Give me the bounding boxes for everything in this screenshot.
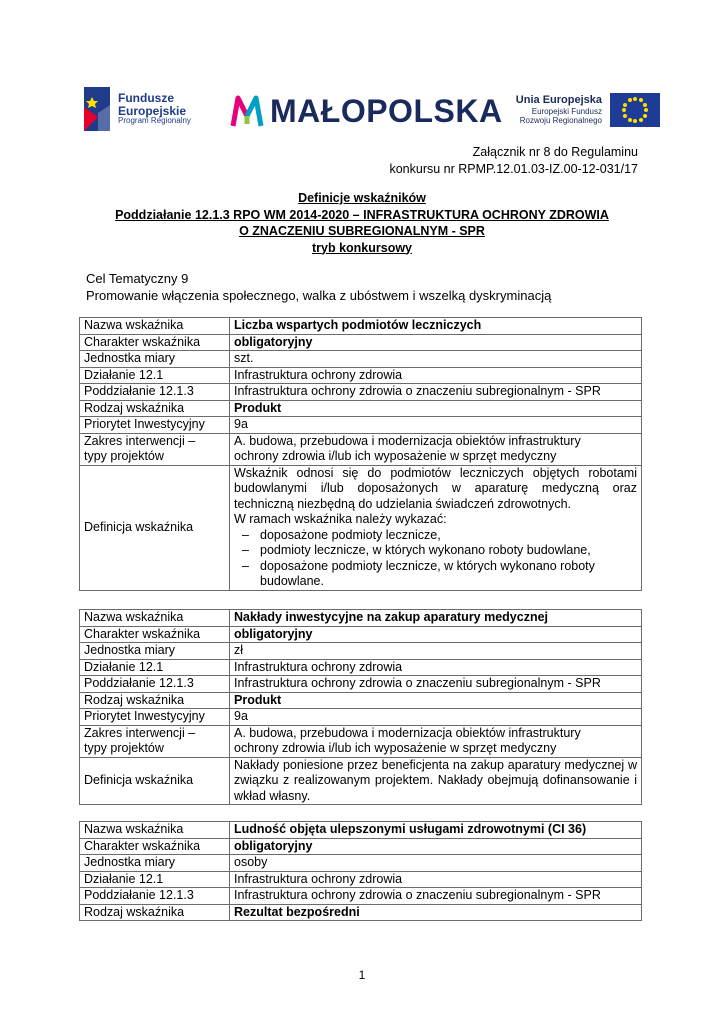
label-jednostka: Jednostka miary bbox=[80, 351, 230, 368]
label-zakres-line2: typy projektów bbox=[84, 449, 164, 463]
eu-line2: Europejski Fundusz bbox=[531, 107, 602, 117]
eu-star-icon bbox=[633, 97, 637, 101]
definicja-intro: W ramach wskaźnika należy wykazać: bbox=[234, 512, 447, 526]
value-priorytet: 9a bbox=[230, 417, 642, 434]
table-row bbox=[80, 822, 642, 839]
value-rodzaj: Produkt bbox=[230, 400, 642, 417]
value-nazwa: Liczba wspartych podmiotów leczniczych bbox=[230, 318, 642, 335]
table-row bbox=[80, 318, 642, 335]
value-rodzaj: Rezultat bezpośredni bbox=[230, 904, 642, 921]
value-zakres-line2: ochrony zdrowia i/lub ich wyposażenie w sprzęt medyczny bbox=[234, 449, 557, 463]
eu-line3: Rozwoju Regionalnego bbox=[519, 116, 602, 126]
value-jednostka: szt. bbox=[230, 351, 642, 368]
table-row bbox=[80, 334, 642, 351]
table-row bbox=[80, 709, 642, 726]
list-item: – doposażone podmioty lecznicze, w których wykonano roboty budowlane. bbox=[242, 559, 637, 590]
table-row bbox=[80, 433, 642, 465]
malopolska-text: MAŁOPOLSKA bbox=[270, 92, 503, 129]
eu-line1: Unia Europejska bbox=[515, 94, 602, 107]
table-row bbox=[80, 417, 642, 434]
value-zakres-line2: ochrony zdrowia i/lub ich wyposażenie w sprzęt medyczny bbox=[234, 741, 557, 755]
attachment-line1: Załącznik nr 8 do Regulaminu bbox=[472, 145, 638, 159]
fe-flag-icon bbox=[84, 87, 110, 131]
label-poddzialanie: Poddziałanie 12.1.3 bbox=[80, 676, 230, 693]
table-row bbox=[80, 465, 642, 590]
label-nazwa: Nazwa wskaźnika bbox=[80, 822, 230, 839]
table-row bbox=[80, 400, 642, 417]
document-title bbox=[84, 190, 640, 256]
table-row bbox=[80, 757, 642, 805]
eu-star-icon bbox=[644, 108, 648, 112]
label-zakres-line2: typy projektów bbox=[84, 741, 164, 755]
value-charakter: obligatoryjny bbox=[230, 838, 642, 855]
table-row bbox=[80, 626, 642, 643]
table-row bbox=[80, 659, 642, 676]
table-row bbox=[80, 384, 642, 401]
eu-star-icon bbox=[628, 118, 632, 122]
value-definicja bbox=[230, 465, 642, 590]
value-nazwa: Nakłady inwestycyjne na zakup aparatury medycznej bbox=[230, 610, 642, 627]
value-dzialanie: Infrastruktura ochrony zdrowia bbox=[230, 871, 642, 888]
indicator-table-3 bbox=[79, 821, 642, 921]
indicator-table-1 bbox=[79, 317, 642, 591]
eu-star-icon bbox=[633, 119, 637, 123]
label-definicja: Definicja wskaźnika bbox=[80, 757, 230, 805]
eu-logo bbox=[516, 90, 660, 130]
value-zakres bbox=[230, 725, 642, 757]
label-poddzialanie: Poddziałanie 12.1.3 bbox=[80, 384, 230, 401]
title-line4: tryb konkursowy bbox=[311, 240, 413, 255]
table-row bbox=[80, 367, 642, 384]
goal-line1: Cel Tematyczny 9 bbox=[86, 271, 189, 286]
eu-star-icon bbox=[623, 114, 627, 118]
label-rodzaj: Rodzaj wskaźnika bbox=[80, 400, 230, 417]
value-jednostka: osoby bbox=[230, 855, 642, 872]
label-priorytet: Priorytet Inwestycyjny bbox=[80, 417, 230, 434]
title-line2: Poddziałanie 12.1.3 RPO WM 2014-2020 – INFRASTRUKTURA OCHRONY ZDROWIA bbox=[115, 207, 609, 222]
value-rodzaj: Produkt bbox=[230, 692, 642, 709]
table-row bbox=[80, 351, 642, 368]
label-zakres-line1: Zakres interwencji – bbox=[84, 725, 196, 740]
label-rodzaj: Rodzaj wskaźnika bbox=[80, 904, 230, 921]
value-dzialanie: Infrastruktura ochrony zdrowia bbox=[230, 659, 642, 676]
table-row bbox=[80, 725, 642, 757]
eu-star-icon bbox=[643, 114, 647, 118]
eu-star-icon bbox=[639, 118, 643, 122]
eu-star-icon bbox=[623, 103, 627, 107]
eu-star-icon bbox=[643, 103, 647, 107]
label-charakter: Charakter wskaźnika bbox=[80, 334, 230, 351]
label-priorytet: Priorytet Inwestycyjny bbox=[80, 709, 230, 726]
eu-flag-icon bbox=[610, 93, 660, 127]
label-charakter: Charakter wskaźnika bbox=[80, 626, 230, 643]
definicja-text: Wskaźnik odnosi się do podmiotów leczniczych objętych robotami budowlanymi i/lub doposażonych w aparaturę medyczną oraz techniczną niezbędną do udzielania świadczeń zdrowotnych. bbox=[234, 465, 637, 511]
label-zakres-line1: Zakres interwencji – bbox=[84, 433, 196, 448]
eu-star-icon bbox=[622, 108, 626, 112]
label-nazwa: Nazwa wskaźnika bbox=[80, 610, 230, 627]
value-poddzialanie: Infrastruktura ochrony zdrowia o znaczeniu subregionalnym - SPR bbox=[230, 384, 642, 401]
fundusze-europejskie-logo bbox=[84, 84, 191, 134]
table-row bbox=[80, 643, 642, 660]
header-logos bbox=[84, 84, 660, 134]
thematic-goal bbox=[86, 270, 551, 304]
value-poddzialanie: Infrastruktura ochrony zdrowia o znaczeniu subregionalnym - SPR bbox=[230, 888, 642, 905]
attachment-note bbox=[389, 144, 638, 178]
value-charakter: obligatoryjny bbox=[230, 334, 642, 351]
list-item: – doposażone podmioty lecznicze, bbox=[242, 528, 637, 544]
label-jednostka: Jednostka miary bbox=[80, 643, 230, 660]
label-zakres bbox=[80, 725, 230, 757]
value-poddzialanie: Infrastruktura ochrony zdrowia o znaczeniu subregionalnym - SPR bbox=[230, 676, 642, 693]
label-dzialanie: Działanie 12.1 bbox=[80, 659, 230, 676]
label-dzialanie: Działanie 12.1 bbox=[80, 367, 230, 384]
value-zakres-line1: A. budowa, przebudowa i modernizacja obiektów infrastruktury bbox=[234, 433, 581, 448]
attachment-line2: konkursu nr RPMP.12.01.03-IZ.00-12-031/17 bbox=[389, 162, 638, 176]
definicja-list bbox=[234, 528, 637, 590]
label-poddzialanie: Poddziałanie 12.1.3 bbox=[80, 888, 230, 905]
title-line3: O ZNACZENIU SUBREGIONALNYM - SPR bbox=[239, 224, 485, 238]
value-definicja: Nakłady poniesione przez beneficjenta na zakup aparatury medycznej w związku z realizowanym projektem. Nakłady obejmują dofinansowanie i wkład własny. bbox=[230, 757, 642, 805]
table-row bbox=[80, 610, 642, 627]
title-line1: Definicje wskaźników bbox=[298, 191, 426, 205]
label-definicja: Definicja wskaźnika bbox=[80, 465, 230, 590]
value-zakres bbox=[230, 433, 642, 465]
eu-star-icon bbox=[628, 98, 632, 102]
table-row bbox=[80, 904, 642, 921]
label-dzialanie: Działanie 12.1 bbox=[80, 871, 230, 888]
fe-line1: Fundusze bbox=[118, 91, 174, 106]
indicator-table-2 bbox=[79, 609, 642, 805]
table-row bbox=[80, 855, 642, 872]
eu-star-icon bbox=[639, 98, 643, 102]
table-row bbox=[80, 838, 642, 855]
value-jednostka: zł bbox=[230, 643, 642, 660]
label-zakres bbox=[80, 433, 230, 465]
value-nazwa: Ludność objęta ulepszonymi usługami zdrowotnymi (CI 36) bbox=[230, 822, 642, 839]
label-jednostka: Jednostka miary bbox=[80, 855, 230, 872]
fe-line2: Europejskie bbox=[118, 103, 187, 118]
goal-line2: Promowanie włączenia społecznego, walka z ubóstwem i wszelką dyskryminacją bbox=[86, 288, 552, 303]
table-row bbox=[80, 692, 642, 709]
fe-line3: Program Regionalny bbox=[118, 116, 191, 126]
value-zakres-line1: A. budowa, przebudowa i modernizacja obiektów infrastruktury bbox=[234, 725, 581, 740]
page-number: 1 bbox=[358, 968, 366, 982]
label-nazwa: Nazwa wskaźnika bbox=[80, 318, 230, 335]
list-item: – podmioty lecznicze, w których wykonano roboty budowlane, bbox=[242, 543, 637, 559]
value-charakter: obligatoryjny bbox=[230, 626, 642, 643]
label-rodzaj: Rodzaj wskaźnika bbox=[80, 692, 230, 709]
malopolska-logo bbox=[230, 90, 503, 132]
table-row bbox=[80, 871, 642, 888]
table-row bbox=[80, 888, 642, 905]
malopolska-m-icon bbox=[230, 94, 264, 128]
value-priorytet: 9a bbox=[230, 709, 642, 726]
label-charakter: Charakter wskaźnika bbox=[80, 838, 230, 855]
value-dzialanie: Infrastruktura ochrony zdrowia bbox=[230, 367, 642, 384]
table-row bbox=[80, 676, 642, 693]
